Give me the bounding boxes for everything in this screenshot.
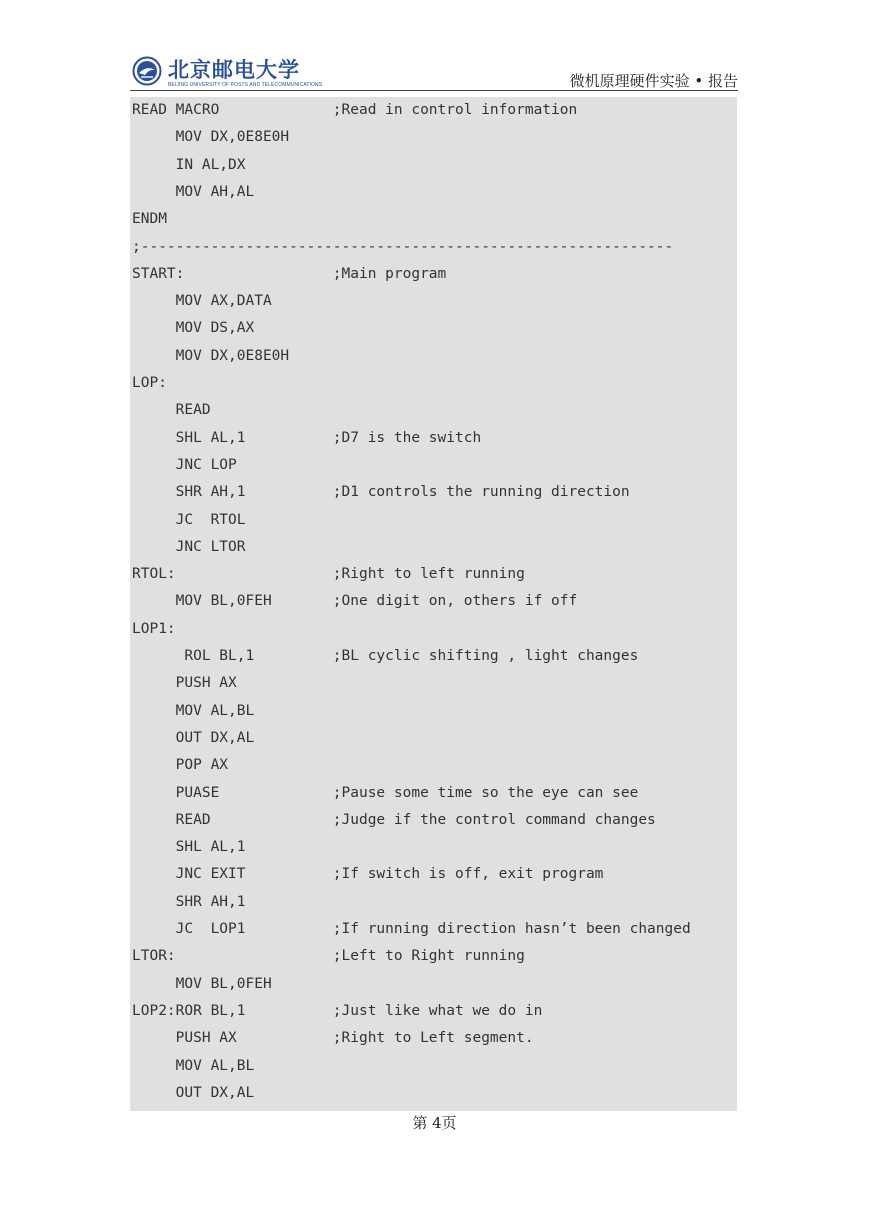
code-line: JC LOP1 ;If running direction hasn’t been changed <box>132 921 691 937</box>
code-line: ENDM <box>132 211 167 228</box>
code-line: IN AL,DX <box>132 156 246 173</box>
code-line: POP AX <box>132 757 229 774</box>
code-line: MOV BL,0FEH <box>132 975 272 992</box>
code-line: SHL AL,1 ;D7 is the switch <box>132 429 482 446</box>
header-divider <box>130 90 738 91</box>
code-line: MOV DS,AX <box>132 320 255 337</box>
report-title: 微机原理硬件实验 • 报告 <box>569 72 738 90</box>
code-listing <box>130 97 737 1111</box>
code-line: SHR AH,1 <box>132 893 246 910</box>
code-line: LOP2:ROR BL,1 ;Just like what we do in <box>132 1002 543 1019</box>
page-number: 第 4页 <box>412 1114 457 1132</box>
code-line: LOP: <box>132 375 167 391</box>
code-line: READ <box>132 402 211 419</box>
code-line: PUSH AX <box>132 675 237 692</box>
code-line: MOV DX,0E8E0H <box>132 129 290 146</box>
code-line: MOV AH,AL <box>132 183 255 200</box>
code-line: SHR AH,1 ;D1 controls the running direction <box>132 484 630 501</box>
university-logo <box>132 54 332 90</box>
code-line: MOV BL,0FEH ;One digit on, others if off <box>132 593 578 610</box>
code-line: READ MACRO ;Read in control information <box>132 102 578 118</box>
code-line: JNC LOP <box>132 456 237 473</box>
code-line: LOP1: <box>132 620 176 637</box>
code-line: PUSH AX ;Right to Left segment. <box>132 1030 534 1047</box>
code-line: JC RTOL <box>132 511 246 528</box>
code-line: MOV AL,BL <box>132 1057 255 1074</box>
code-line: RTOL: ;Right to left running <box>132 566 525 583</box>
page-header <box>130 50 738 92</box>
code-line: MOV DX,0E8E0H <box>132 347 290 364</box>
logo-english-name: BEIJING UNIVERSITY OF POSTS AND TELECOMMUNICATIONS <box>168 82 323 88</box>
code-line: JNC LTOR <box>132 538 246 555</box>
logo-chinese-name: 北京邮电大学 <box>168 57 300 82</box>
code-line: LTOR: ;Left to Right running <box>132 948 525 965</box>
code-line: OUT DX,AL <box>132 1084 255 1101</box>
code-line: START: ;Main program <box>132 265 447 282</box>
code-line: ;------------------------------------------------------------- <box>132 238 674 255</box>
code-line: ROL BL,1 ;BL cyclic shifting , light changes <box>132 648 639 664</box>
code-line: MOV AL,BL <box>132 702 255 719</box>
code-line: MOV AX,DATA <box>132 293 272 310</box>
code-line: JNC EXIT ;If switch is off, exit program <box>132 866 604 883</box>
code-line: OUT DX,AL <box>132 729 255 746</box>
code-line: READ ;Judge if the control command changes <box>132 811 656 828</box>
code-line: SHL AL,1 <box>132 839 246 856</box>
university-emblem-icon <box>132 56 162 86</box>
code-line: PUASE ;Pause some time so the eye can see <box>132 784 639 801</box>
